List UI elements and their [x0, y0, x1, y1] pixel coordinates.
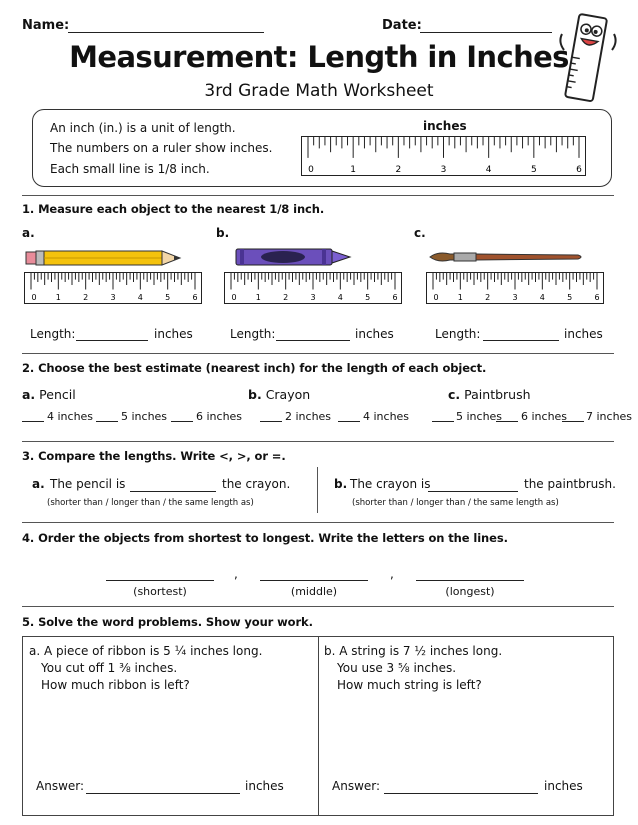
q2c-option-blank[interactable] — [496, 421, 518, 422]
ruler-ticks — [25, 273, 201, 303]
ruler-a — [24, 272, 202, 304]
ruler-number: 2 — [83, 293, 89, 302]
q4-longest-label: (longest) — [445, 585, 495, 598]
q2a-letter: a. — [22, 387, 36, 402]
q1c-answer-field[interactable] — [483, 340, 559, 341]
date-label: Date: — [382, 18, 422, 33]
q5a-line-2: You cut off 1 ⅜ inches. — [41, 661, 178, 675]
q1b-length-label: Length: — [230, 327, 276, 341]
ruler-number: 5 — [165, 293, 171, 302]
q2b-heading — [248, 387, 310, 402]
q5b-line-3: How much string is left? — [337, 678, 482, 692]
q2c-option: 7 inches — [586, 410, 633, 423]
ruler-ticks — [427, 273, 603, 303]
q1-title: 1. Measure each object to the nearest 1/8 inch. — [22, 202, 325, 216]
ruler-number: 0 — [308, 165, 314, 175]
ruler-number: 2 — [395, 165, 402, 175]
ruler-number: 4 — [137, 293, 143, 302]
q2c-option: 5 inches — [456, 410, 503, 423]
ruler-number: 3 — [440, 165, 447, 175]
page-subtitle: 3rd Grade Math Worksheet — [204, 81, 434, 101]
ruler-number: 1 — [255, 293, 261, 302]
ruler-mascot-icon — [556, 10, 620, 106]
ruler-number: 2 — [485, 293, 491, 302]
q3b-answer-field[interactable] — [428, 491, 518, 492]
ruler-number: 6 — [392, 293, 398, 302]
ruler-number: 5 — [567, 293, 573, 302]
q1c-unit: inches — [564, 327, 603, 341]
q5b-line-1: b. A string is 7 ½ inches long. — [324, 644, 503, 658]
q3b-left-text: The crayon is — [350, 477, 431, 491]
q5a-answer-field[interactable] — [86, 793, 240, 794]
q4-title: 4. Order the objects from shortest to longest. Write the letters on the lines. — [22, 531, 508, 545]
q2-title: 2. Choose the best estimate (nearest inch) for the length of each object. — [22, 361, 487, 375]
intro-ruler — [301, 136, 586, 176]
q4-separator: , — [234, 567, 238, 581]
q3a-letter: a. — [32, 477, 45, 491]
intro-line-1: An inch (in.) is a unit of length. — [50, 121, 236, 135]
q4-middle-field[interactable] — [260, 580, 368, 581]
divider — [22, 522, 614, 523]
q5a-unit: inches — [245, 779, 284, 793]
q2a-option: 5 inches — [121, 410, 168, 423]
q4-separator: , — [390, 567, 394, 581]
q2a-option-blank[interactable] — [96, 421, 118, 422]
q1-letter-a: a. — [22, 226, 35, 240]
q2c-heading — [448, 387, 531, 402]
divider — [22, 606, 614, 607]
q5b-line-2: You use 3 ⅝ inches. — [337, 661, 457, 675]
q2c-name: Paintbrush — [464, 387, 531, 402]
ruler-number: 6 — [576, 165, 582, 175]
ruler-number: 3 — [512, 293, 518, 302]
page-title: Measurement: Length in Inches — [69, 40, 569, 74]
q2b-option-blank[interactable] — [260, 421, 282, 422]
ruler-number: 3 — [110, 293, 116, 302]
q1a-answer-field[interactable] — [76, 340, 148, 341]
crayon-icon — [234, 246, 356, 268]
ruler-number: 4 — [539, 293, 545, 302]
q1c-length-label: Length: — [435, 327, 481, 341]
q2c-option: 6 inches — [521, 410, 568, 423]
ruler-number: 4 — [485, 165, 492, 175]
q5a-line-3: How much ribbon is left? — [41, 678, 190, 692]
q2c-letter: c. — [448, 387, 461, 402]
divider — [22, 195, 614, 196]
q2b-letter: b. — [248, 387, 262, 402]
q2b-option: 4 inches — [363, 410, 410, 423]
q5a-answer-label: Answer: — [36, 779, 85, 793]
q2a-option-blank[interactable] — [22, 421, 44, 422]
q5a-line-1: a. A piece of ribbon is 5 ¼ inches long. — [29, 644, 263, 658]
q1a-unit: inches — [154, 327, 193, 341]
ruler-number: 0 — [31, 293, 37, 302]
q3a-left-text: The pencil is — [50, 477, 126, 491]
name-field[interactable] — [68, 32, 264, 33]
q5-divider — [318, 636, 319, 816]
ruler-number: 3 — [310, 293, 316, 302]
divider — [22, 441, 614, 442]
ruler-number: 2 — [283, 293, 289, 302]
paintbrush-icon — [428, 249, 586, 265]
ruler-ticks — [302, 137, 585, 175]
ruler-number: 4 — [337, 293, 343, 302]
q2b-option: 2 inches — [285, 410, 332, 423]
q1b-unit: inches — [355, 327, 394, 341]
q4-shortest-label: (shortest) — [133, 585, 187, 598]
ruler-number: 1 — [55, 293, 61, 302]
ruler-number: 0 — [433, 293, 439, 302]
q5b-unit: inches — [544, 779, 583, 793]
q2b-name: Crayon — [265, 387, 311, 402]
q2c-option-blank[interactable] — [432, 421, 454, 422]
q5b-answer-label: Answer: — [332, 779, 381, 793]
q3b-letter: b. — [334, 477, 348, 491]
q3a-answer-field[interactable] — [130, 491, 216, 492]
date-field[interactable] — [420, 32, 552, 33]
ruler-number: 0 — [231, 293, 237, 302]
q3a-hint: (shorter than / longer than / the same length as) — [47, 498, 254, 508]
q3-title: 3. Compare the lengths. Write <, >, or =. — [22, 449, 286, 463]
q2a-option-blank[interactable] — [171, 421, 193, 422]
q2a-option: 6 inches — [196, 410, 243, 423]
q4-middle-label: (middle) — [290, 585, 338, 598]
q1-letter-c: c. — [414, 226, 426, 240]
intro-line-3: Each small line is 1/8 inch. — [50, 162, 210, 176]
ruler-ticks — [225, 273, 401, 303]
ruler-number: 5 — [365, 293, 371, 302]
ruler-number: 6 — [192, 293, 198, 302]
q4-longest-field[interactable] — [416, 580, 524, 581]
q1-letter-b: b. — [216, 226, 230, 240]
q2c-option-blank[interactable] — [562, 421, 584, 422]
q3b-hint: (shorter than / longer than / the same length as) — [352, 498, 559, 508]
q4-shortest-field[interactable] — [106, 580, 214, 581]
ruler-number: 5 — [530, 165, 537, 175]
q2a-heading — [22, 387, 76, 402]
ruler-number: 6 — [594, 293, 600, 302]
divider — [22, 353, 614, 354]
q2b-option-blank[interactable] — [338, 421, 360, 422]
q5-title: 5. Solve the word problems. Show your work. — [22, 615, 313, 629]
q3-divider — [317, 467, 318, 513]
q2a-option: 4 inches — [47, 410, 94, 423]
q3b-right-text: the paintbrush. — [524, 477, 616, 491]
name-label: Name: — [22, 18, 70, 33]
q5b-answer-field[interactable] — [384, 793, 538, 794]
q1a-length-label: Length: — [30, 327, 76, 341]
pencil-icon — [24, 247, 186, 269]
ruler-c — [426, 272, 604, 304]
ruler-number: 1 — [457, 293, 463, 302]
q3a-right-text: the crayon. — [222, 477, 291, 491]
intro-line-2: The numbers on a ruler show inches. — [50, 141, 273, 155]
q2a-name: Pencil — [39, 387, 76, 402]
ruler-number: 1 — [350, 165, 357, 175]
ruler-b — [224, 272, 402, 304]
intro-ruler-label: inches — [423, 119, 467, 133]
q1b-answer-field[interactable] — [276, 340, 350, 341]
